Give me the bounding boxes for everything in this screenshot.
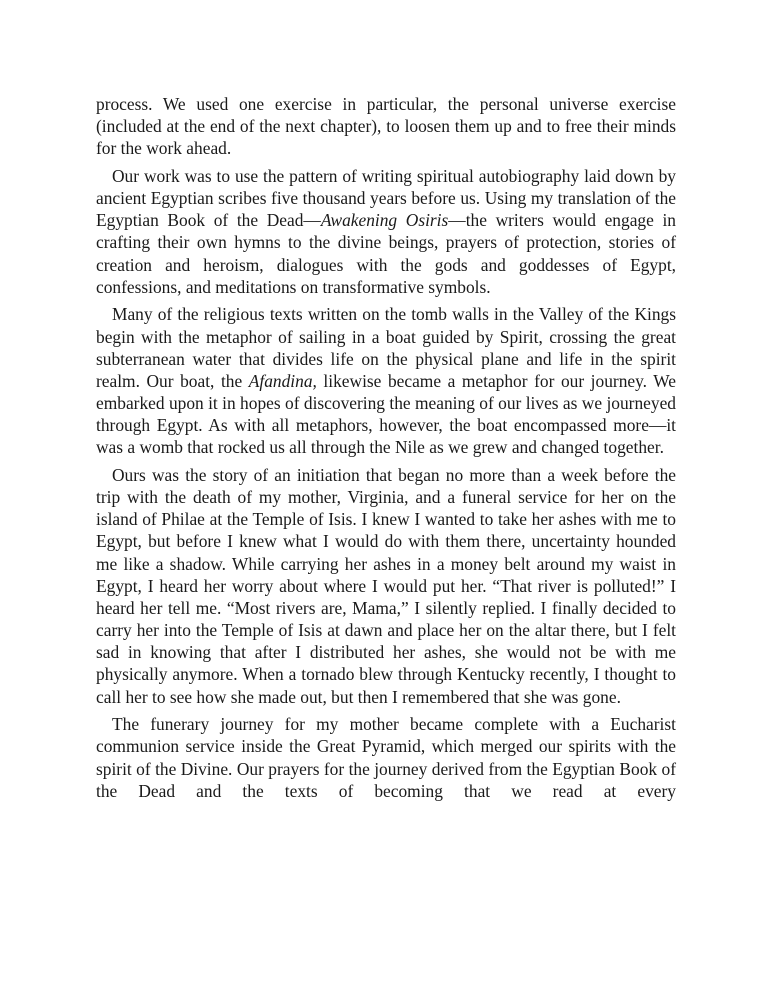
paragraph-2 <box>96 165 676 298</box>
boat-name-afandina: Afandina, <box>248 370 317 391</box>
paragraph-4-text: Ours was the story of an initiation that began no more than a week before the trip with the death of my mother, Virginia, and a funeral service for her on the island of Philae at the Temple of Isis. I knew I wanted to take her ashes with me to Egypt, but before I knew what I would do with them there, uncertainty hounded me like a shadow. While carrying her ashes in a money belt around my waist in Egypt, I heard her worry about where I would put her. “That river is polluted!” I heard her tell me. “Most rivers are, Mama,” I silently replied. I finally decided to carry her into the Temple of Isis at dawn and place her on the altar there, but I felt sad in knowing that after I distributed her ashes, she would not be with me physically anymore. When a tornado blew through Kentucky recently, I thought to call her to see how she made out, but then I remembered that she was gone. <box>96 465 676 707</box>
paragraph-1 <box>96 93 676 159</box>
paragraph-4 <box>96 464 676 708</box>
paragraph-5 <box>96 713 676 802</box>
book-title-awakening-osiris: Awakening Osiris <box>320 210 449 231</box>
paragraph-3-text-b: likewise became a metaphor for our journey. We embarked upon it in hopes of discovering the meaning of our lives as we journeyed through Egypt. As with all metaphors, however, the boat encompassed more—it was a womb that rocked us all through the Nile as we grew and changed together. <box>96 370 677 458</box>
paragraph-3 <box>96 303 676 458</box>
paragraph-3-text-a: Many of the religious texts written on the tomb walls in the Valley of the Kings begin with the metaphor of sailing in a boat guided by Spirit, crossing the great subterranean water that divides life on the physical plane and life in the spirit realm. Our boat, the <box>96 304 676 391</box>
paragraph-2-text-b: —the writers would engage in crafting their own hymns to the divine beings, prayers of protection, stories of creation and heroism, dialogues with the gods and goddesses of Egypt, confessions, and meditations on transformative symbols. <box>96 210 676 297</box>
paragraph-5-text: The funerary journey for my mother became complete with a Eucharist communion service inside the Great Pyramid, which merged our spirits with the spirit of the Divine. Our prayers for the journey derived from the Egyptian Book of the Dead and the texts of becoming that we read at every <box>96 714 676 801</box>
paragraph-2-text-a: Our work was to use the pattern of writing spiritual autobiography laid down by ancient Egyptian scribes five thousand years before us. Using my translation of the Egyptian Book of the Dead— <box>96 165 676 231</box>
paragraph-1-text: process. We used one exercise in particular, the personal universe exercise (included at the end of the next chapter), to loosen them up and to free their minds for the work ahead. <box>96 94 676 159</box>
page-body <box>96 93 676 807</box>
